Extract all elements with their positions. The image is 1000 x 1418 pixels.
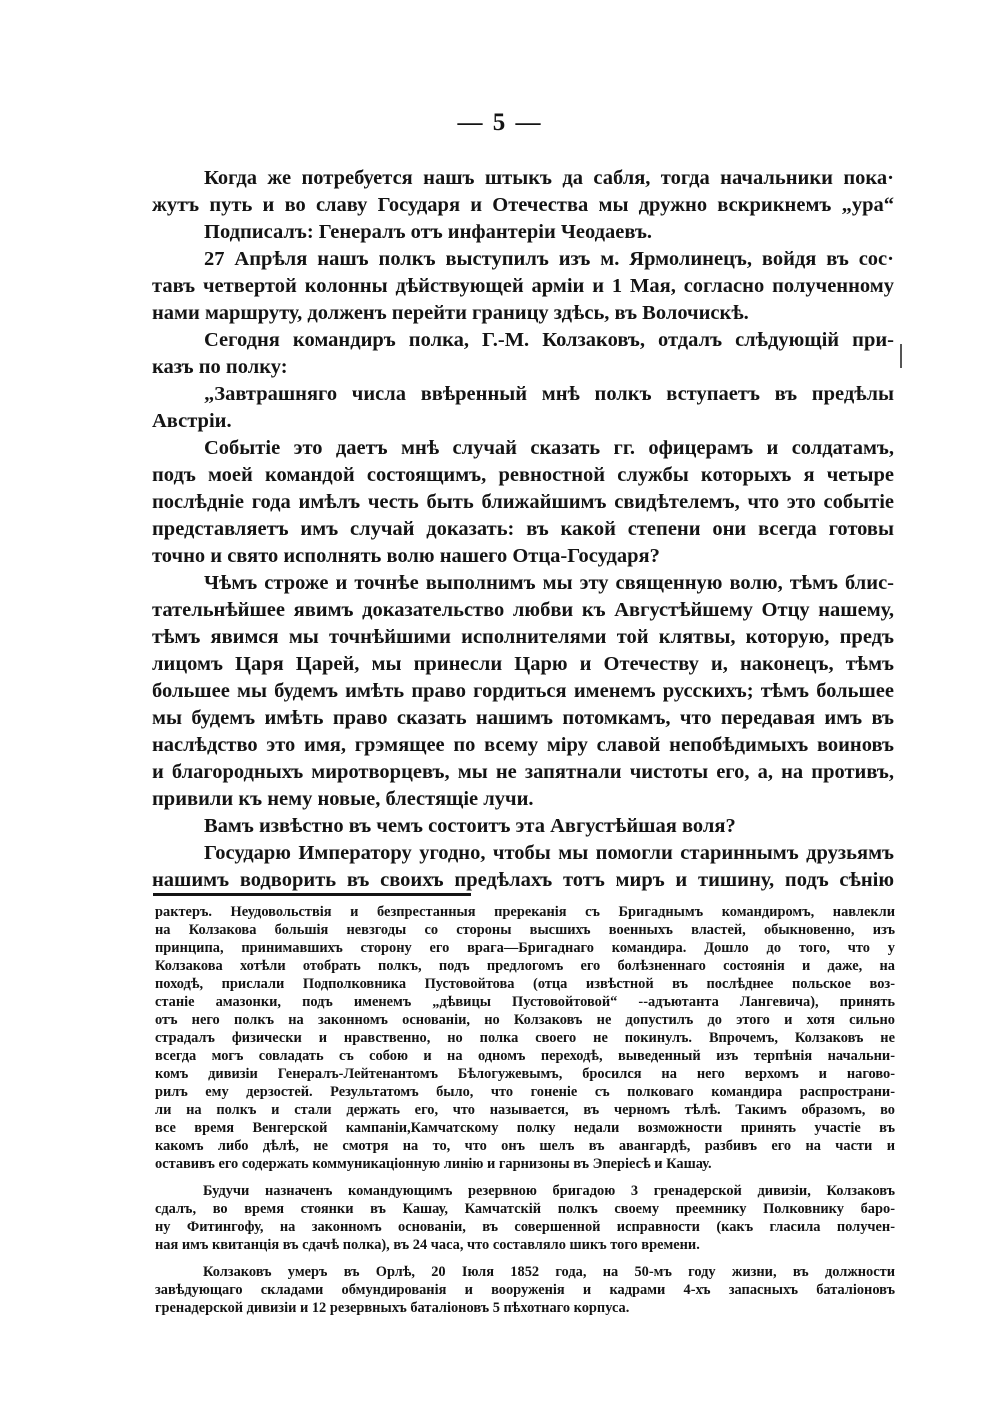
text-line: Чѣмъ строже и точнѣе выполнимъ мы эту священную волю, тѣмъ блис- (204, 572, 894, 594)
text-line: привили къ нему новые, блестящіе лучи. (152, 788, 534, 810)
text-line: 27 Апрѣля нашъ полкъ выступилъ изъ м. Ярмолинецъ, войдя въ сос· (204, 248, 894, 270)
text-line: Вамъ извѣстно въ чемъ состоитъ эта Августѣйшая воля? (204, 815, 736, 837)
footnote-line: отъ него полкъ на законномъ основаніи, но Колзаковъ не допустилъ до этого и хотя сильно (155, 1012, 895, 1028)
text-line: наслѣдство это имя, грэмящее по всему міру славой непобѣдимыхъ воиновъ (152, 734, 894, 756)
text-line: казъ по полку: (152, 356, 288, 378)
text-line: тательнѣйшее явимъ доказательство любви къ Августѣйшему Отцу нашему, (152, 599, 894, 621)
footnote-line: комъ дивизіи Генералъ-Лейтенантомъ Бѣлогужевымъ, бросился на него верхомъ и нагово- (155, 1066, 895, 1082)
footnote-line: какомъ либо дѣлѣ, не смотря на то, что онъ шелъ въ авангардѣ, разбивъ его на части и (155, 1138, 895, 1154)
footnote-paragraph (155, 903, 895, 1173)
text-line: нами маршруту, долженъ перейти границу здѣсь, въ Волочискѣ. (152, 302, 749, 324)
footnote-line: оставивъ его содержать коммуникаціонную линію и гарнизоны въ Эперіесѣ и Кашау. (155, 1156, 712, 1172)
footnote-line: страдалъ физически и нравственно, но полка своего не покинулъ. Впрочемъ, Колзаковъ не (155, 1030, 895, 1046)
paragraph-gap (155, 1254, 895, 1263)
text-line: Подписалъ: Генералъ отъ инфантеріи Чеодаевъ. (204, 221, 653, 243)
footnote-separator (153, 893, 471, 896)
text-line: Событіе это даетъ мнѣ случай сказать гг. офицерамъ и солдатамъ, (204, 437, 894, 459)
text-line: Сегодня командиръ полка, Г.-М. Колзаковъ, отдалъ слѣдующій при- (204, 329, 894, 351)
footnote-line: ная имъ квитанція въ сдачѣ полка), въ 24 часа, что составляло шикъ того времени. (155, 1237, 700, 1253)
text-line: мы будемъ имѣть право сказать нашимъ потомкамъ, что передавая имъ въ (152, 707, 894, 729)
footnote-line: ну Фитингофу, на законномъ основаніи, въ совершенной исправности (какъ гласила получен- (155, 1219, 895, 1235)
text-line: нашимъ водворить въ своихъ предѣлахъ тотъ миръ и тишину, подъ сѣнію (152, 869, 894, 891)
text-line: лицомъ Царя Царей, мы принесли Царю и Отечеству и, наконецъ, тѣмъ (152, 653, 894, 675)
paragraph-gap (155, 1173, 895, 1182)
text-line: подъ моей командой состоящимъ, ревностной службы которыхъ я четыре (152, 464, 894, 486)
footnote-line: станіе амазонки, подъ именемъ „дѣвицы Пустовойтовой“ --адъютанта Лангевича), принять (155, 994, 895, 1010)
text-line: Государю Императору угодно, чтобы мы помогли стариннымъ друзьямъ (204, 842, 894, 864)
footnote-line: принципа, принимавшихъ сторону его врага—Бригаднаго командира. Дошло до того, что у (155, 940, 895, 956)
footnote-line: завѣдующаго складами обмундированія и вооруженія и кадрами 4-хъ запасныхъ баталіоновъ (155, 1282, 895, 1298)
footnote-line: ли на полкъ и стали держать его, что называется, въ черномъ тѣлѣ. Такимъ образомъ, во (155, 1102, 895, 1118)
footnote-line: походѣ, прислали Подполковника Пустовойтова (отца извѣстной въ послѣднее польское воз- (155, 976, 895, 992)
footnotes (155, 903, 895, 1317)
text-line: тавъ четвертой колонны дѣйствующей арміи и 1 Мая, согласно полученному (152, 275, 894, 297)
text-line: жутъ путь и во славу Государя и Отечества мы дружно вскрикнемъ „ура“ (152, 194, 894, 216)
footnote-line: рилъ ему дерзостей. Результатомъ было, что гоненіе съ полковаго командира распространи- (155, 1084, 895, 1100)
text-line: послѣдніе года имѣлъ честь быть ближайшимъ свидѣтелемъ, что это событіе (152, 491, 894, 513)
footnote-line: Колзаковъ умеръ въ Орлѣ, 20 Іюля 1852 года, на 50-мъ году жизни, въ должности (203, 1264, 895, 1280)
main-text (152, 165, 894, 894)
text-line: „Завтрашняго числа ввѣренный мнѣ полкъ вступаетъ въ предѣлы (204, 383, 894, 405)
footnote-line: на Колзакова большія невзгоды со стороны высшихъ военныхъ властей, обыкновенно, изъ (155, 922, 895, 938)
text-line: большее мы будемъ имѣть право гордиться именемъ русскихъ; тѣмъ большее (152, 680, 894, 702)
footnote-line: сдалъ, во время стоянки въ Кашау, Камчатскій полкъ своему преемнику Полковнику баро- (155, 1201, 895, 1217)
footnote-line: все время Венгерской кампаніи,Камчатскому полку недали возможности принять участіе въ (155, 1120, 895, 1136)
footnote-paragraph (155, 1263, 895, 1317)
text-line: Австріи. (152, 410, 232, 432)
footnote-line: Будучи назначенъ командующимъ резервною бригадою 3 гренадерской дивизіи, Колзаковъ (203, 1183, 895, 1199)
text-line: представляетъ имъ случай доказать: въ какой степени они всегда готовы (152, 518, 894, 540)
page-number: — 5 — (457, 109, 543, 136)
text-line: Когда же потребуется нашъ штыкъ да сабля, тогда начальники пока· (204, 167, 894, 189)
footnote-line: рактеръ. Неудовольствія и безпрестанныя пререканія съ Бригаднымъ командиромъ, навлекли (155, 904, 895, 920)
footnote-paragraph (155, 1182, 895, 1254)
footnote-line: гренадерской дивизіи и 12 резервныхъ баталіоновъ 5 пѣхотнаго корпуса. (155, 1300, 630, 1316)
margin-mark (900, 344, 902, 368)
text-line: точно и свято исполнять волю нашего Отца-Государя? (152, 545, 660, 567)
footnote-line: всегда могъ совладать съ собою и на одномъ переходѣ, выведенный изъ терпѣнія начальни- (155, 1048, 895, 1064)
text-line: тѣмъ явимся мы точнѣйшими исполнителями той клятвы, которую, предъ (152, 626, 894, 648)
text-line: и благородныхъ миротворцевъ, мы не запятнали чистоты его, а, на противъ, (152, 761, 894, 783)
footnote-line: Колзакова хотѣли отобрать полкъ, подъ предлогомъ его болѣзненнаго состоянія и даже, на (155, 958, 895, 974)
